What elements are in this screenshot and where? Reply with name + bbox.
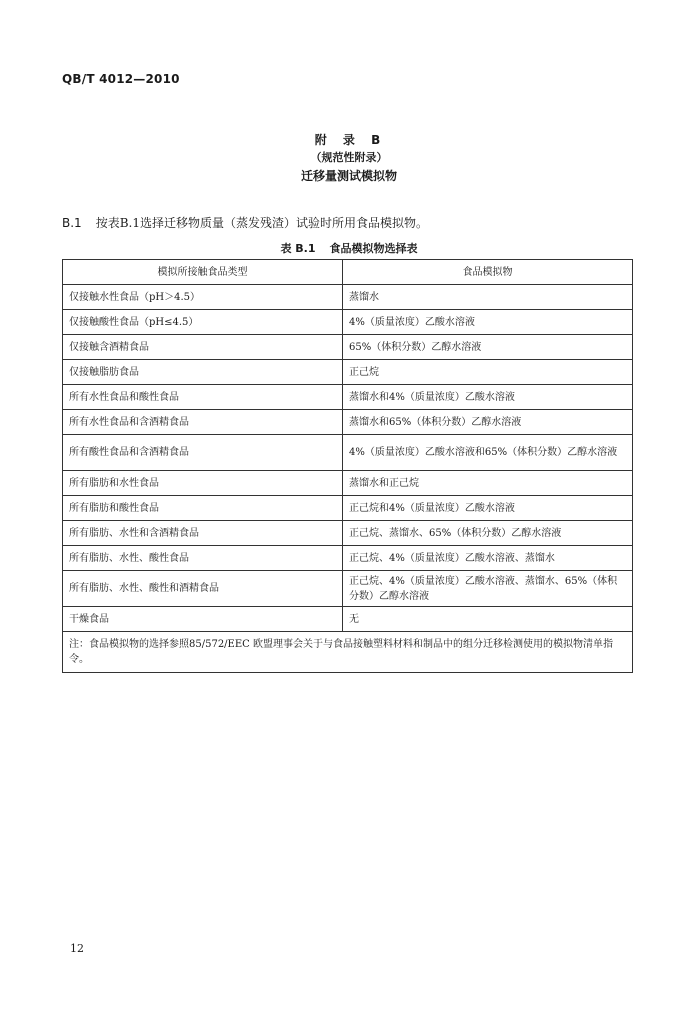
cell-food-type: 所有酸性食品和含酒精食品 [63,435,343,471]
cell-food-type: 所有脂肪和水性食品 [63,471,343,496]
cell-simulant: 4%（质量浓度）乙酸水溶液和65%（体积分数）乙醇水溶液 [343,435,633,471]
cell-simulant: 蒸馏水和4%（质量浓度）乙酸水溶液 [343,385,633,410]
table-row [63,335,633,360]
header-simulant: 食品模拟物 [343,260,633,285]
table-row [63,546,633,571]
table-caption-title: 食品模拟物选择表 [329,242,418,255]
table-row [63,521,633,546]
simulant-table [62,259,633,673]
table-row [63,607,633,632]
cell-food-type: 所有水性食品和酸性食品 [63,385,343,410]
table-note: 注：食品模拟物的选择参照85/572/EEC 欧盟理事会关于与食品接触塑料材料和制品中的组分迁移检测使用的模拟物清单指令。 [63,632,633,673]
table-row [63,435,633,471]
table-row [63,385,633,410]
cell-simulant: 正己烷、4%（质量浓度）乙酸水溶液、蒸馏水、65%（体积分数）乙醇水溶液 [343,571,633,607]
table-row [63,571,633,607]
clause-b1 [62,214,428,231]
header-food-type: 模拟所接触食品类型 [63,260,343,285]
cell-food-type: 所有脂肪、水性和含酒精食品 [63,521,343,546]
cell-food-type: 仅接触酸性食品（pH≤4.5） [63,310,343,335]
cell-food-type: 所有水性食品和含酒精食品 [63,410,343,435]
table-row [63,360,633,385]
table-row [63,285,633,310]
table-row [63,471,633,496]
table-caption-number: 表 B.1 [280,242,316,255]
appendix-label: 附 录 B [314,133,384,147]
cell-simulant: 65%（体积分数）乙醇水溶液 [343,335,633,360]
cell-food-type: 仅接触脂肪食品 [63,360,343,385]
cell-food-type: 仅接触含酒精食品 [63,335,343,360]
table-caption [0,240,698,256]
table-note-row [63,632,633,673]
clause-text: 按表B.1选择迁移物质量（蒸发残渣）试验时所用食品模拟物。 [95,216,428,230]
cell-simulant: 正己烷 [343,360,633,385]
table-header-row [63,260,633,285]
cell-food-type: 所有脂肪、水性、酸性食品 [63,546,343,571]
cell-simulant: 4%（质量浓度）乙酸水溶液 [343,310,633,335]
appendix-name: 迁移量测试模拟物 [300,169,397,183]
cell-simulant: 蒸馏水和正己烷 [343,471,633,496]
cell-simulant: 正己烷、蒸馏水、65%（体积分数）乙醇水溶液 [343,521,633,546]
cell-food-type: 所有脂肪和酸性食品 [63,496,343,521]
cell-food-type: 所有脂肪、水性、酸性和酒精食品 [63,571,343,607]
page-number: 12 [70,942,84,955]
cell-simulant: 正己烷和4%（质量浓度）乙酸水溶液 [343,496,633,521]
table-row [63,410,633,435]
cell-simulant: 无 [343,607,633,632]
cell-simulant: 正己烷、4%（质量浓度）乙酸水溶液、蒸馏水 [343,546,633,571]
appendix-type: （规范性附录） [310,151,388,164]
standard-code: QB/T 4012—2010 [62,72,180,86]
cell-food-type: 干燥食品 [63,607,343,632]
table-row [63,310,633,335]
cell-simulant: 蒸馏水 [343,285,633,310]
table-row [63,496,633,521]
cell-simulant: 蒸馏水和65%（体积分数）乙醇水溶液 [343,410,633,435]
clause-number: B.1 [62,216,82,230]
cell-food-type: 仅接触水性食品（pH＞4.5） [63,285,343,310]
